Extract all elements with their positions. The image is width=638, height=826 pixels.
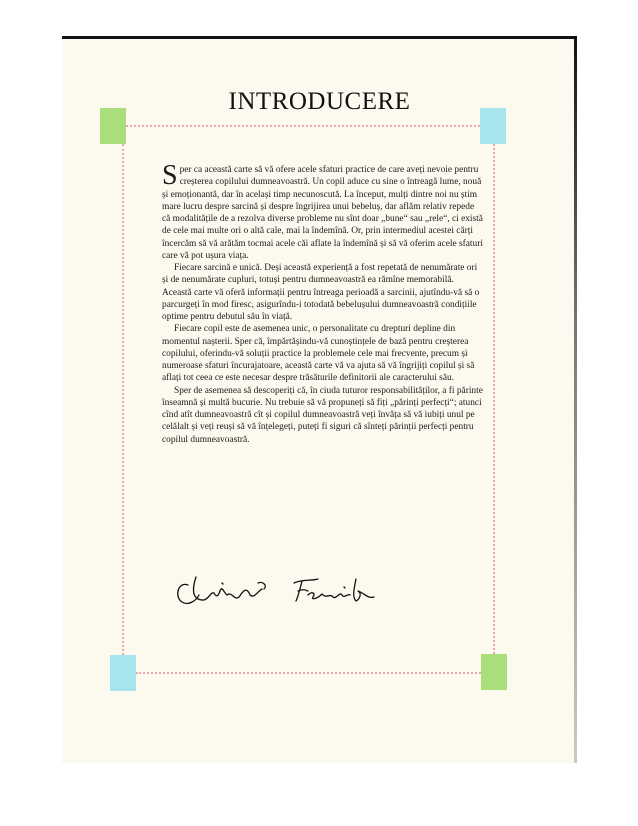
corner-square-top-right	[480, 108, 506, 144]
drop-cap: S	[162, 160, 178, 191]
corner-square-top-left	[100, 108, 126, 144]
scan-right-edge	[574, 36, 577, 763]
scan-top-edge	[62, 36, 577, 39]
frame-line-right	[493, 144, 495, 654]
paragraph-1-text: per ca această carte să vă ofere acele sfaturi practice de care aveți nevoie pentru creșterea copilului dumneavoastră. Un copil aduce cu sine o întreagă lume, nouă și emoționantă, dar în același timp necunoscută. La început, mulți dintre noi nu știm mare lucru despre sarcină și despre îngrijirea unui bebeluș, dar aflăm relativ repede că modalitățile de a rezolva diverse probleme nu sînt doar „bune“ sau „rele“, ci există de cele mai multe ori o altă cale, mai la îndemînă. Or, prin intermediul acestei cărți încercăm să vă arătăm tocmai acele căi aflate la îndemînă și să vă oferim acele sfaturi care vă pot ușura viața.	[162, 165, 483, 261]
frame-line-top	[126, 125, 480, 127]
introduction-text	[162, 160, 484, 446]
frame-line-bottom	[136, 672, 481, 674]
page-title: INTRODUCERE	[228, 88, 411, 115]
scanned-page	[62, 36, 577, 763]
paragraph-3: Fiecare copil este de asemenea unic, o personalitate cu drepturi depline din momentul nașterii. Sper că, împărtășindu-vă cunoștințele de bază pentru creșterea copilului, oferindu-vă soluții practice la problemele cele mai frecvente, precum și numeroase sfaturi încurajatoare, această carte vă va ajuta să vă îngrijiți copilul și să aflați tot ceea ce este necesar despre trăsăturile definitorii ale caracterului său.	[162, 324, 475, 384]
corner-square-bottom-left	[110, 655, 136, 691]
corner-square-bottom-right	[481, 654, 507, 690]
author-signature	[172, 571, 392, 611]
paragraph-1	[162, 160, 484, 262]
frame-line-left	[122, 144, 124, 655]
paragraph-4: Sper de asemenea să descoperiți că, în ciuda tuturor responsabilităților, a fi părinte înseamnă și multă bucurie. Nu trebuie să vă propuneți să fiți „părinți perfecți“; atunci cînd atît dumneavoastră cît și copilul dumneavoastră veți învăța să vă iubiți unul pe celălalt și veți reuși să vă înțelegeți, puteți fi siguri că sînteți părinții perfecți pentru copilul dumneavoastră.	[162, 385, 483, 445]
paragraph-2: Fiecare sarcină e unică. Deși această experiență a fost repetată de nenumărate ori și de nenumărate cupluri, totuși pentru dumneavoastră ea rămîne memorabilă. Această carte vă oferă informații pentru întreaga perioadă a sarcinii, ajutîndu-vă să o parcurgeți în mod firesc, asigurîndu-i totodată bebelușului dumneavoastră condițiile optime pentru debutul său în viață.	[162, 263, 480, 322]
